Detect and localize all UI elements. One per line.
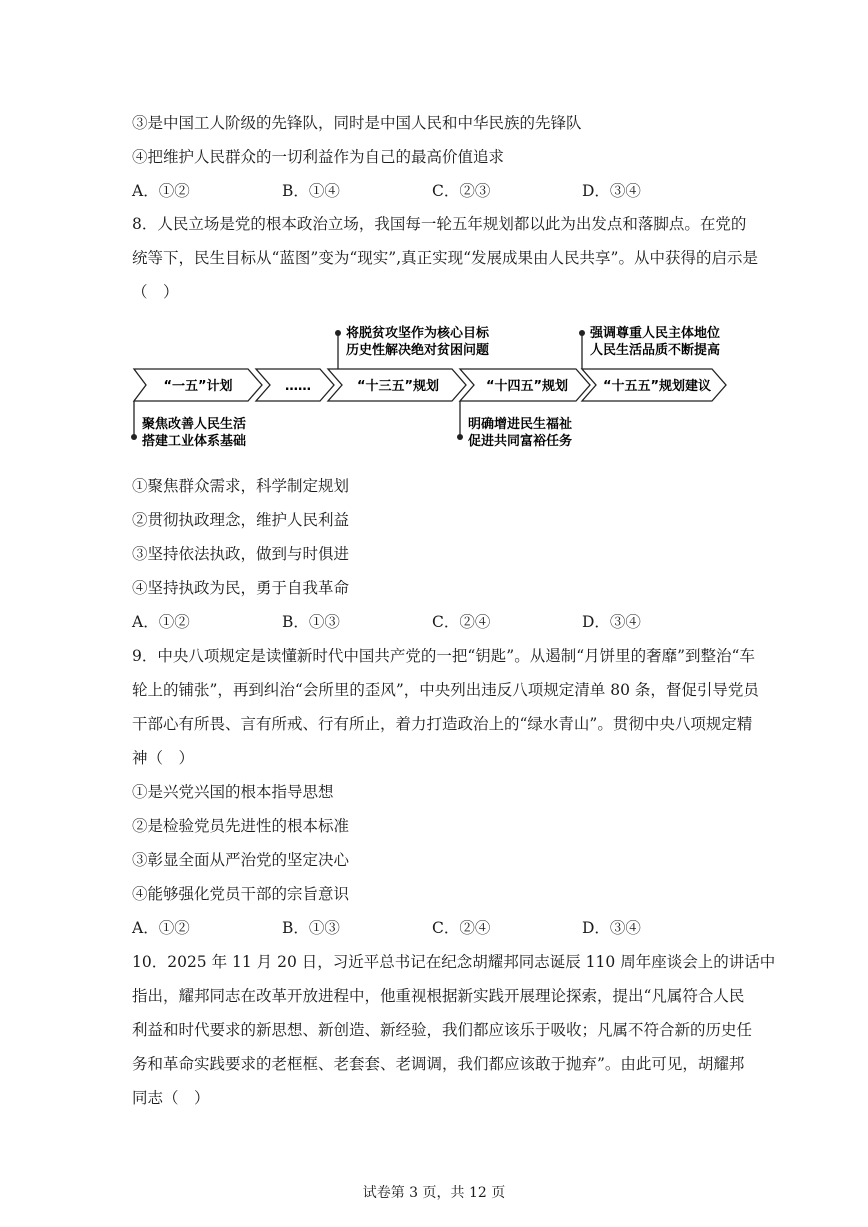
q10-stem-line-4: 务和革命实践要求的老框框、老套套、老调调，我们都应该敢于抛弃”。由此可见，胡耀邦 (132, 1055, 745, 1073)
q9-stem-line-4: 神（ ） (132, 749, 195, 767)
timeline-note-15th (579, 325, 720, 369)
bullet-dot-icon (579, 330, 585, 336)
note-15th-line-1: 强调尊重人民主体地位 (590, 326, 721, 341)
q9-stem-line-2: 轮上的铺张”，再到纠治“会所里的歪风”，中央列出违反八项规定清单 80 条，督促引导党员 (132, 681, 759, 699)
timeline-stage-5-label: “十五五”规划建议 (602, 379, 712, 394)
note-1st-line-2: 搭建工业体系基础 (142, 434, 247, 449)
q9-option-c[interactable]: C．②④ (432, 919, 491, 937)
timeline-stage-2 (256, 369, 334, 401)
timeline-stage-2-label: …… (285, 379, 311, 394)
q8-option-a[interactable]: A．①② (132, 613, 190, 631)
timeline-stage-5 (582, 369, 726, 401)
q10-stem-line-3: 利益和时代要求的新思想、新创造、新经验，我们都应该乐于吸收；凡属不符合新的历史任 (132, 1021, 753, 1039)
q9-item-1: ①是兴党兴国的根本指导思想 (132, 783, 334, 801)
q7-options (132, 181, 732, 201)
timeline-note-13th (335, 325, 490, 369)
q8-item-4: ④坚持执政为民，勇于自我革命 (132, 579, 350, 597)
q9-option-b[interactable]: B．①③ (282, 919, 340, 937)
q8-item-1: ①聚焦群众需求，科学制定规划 (132, 477, 350, 495)
timeline-stage-4-label: “十四五”规划 (485, 379, 569, 394)
q7-item-3: ③是中国工人阶级的先锋队，同时是中国人民和中华民族的先锋队 (132, 114, 582, 132)
note-14th-line-1: 明确增进民生福祉 (468, 417, 573, 432)
timeline-stage-1-label: “一五”计划 (163, 379, 233, 394)
q8-stem-line-3: （ ） (132, 283, 179, 301)
q10-stem-line-2: 指出，耀邦同志在改革开放进程中，他重视根据新实践开展理论探索，提出“凡属符合人民 (132, 987, 745, 1005)
q10-stem-line-1: 10．2025 年 11 月 20 日，习近平总书记在纪念胡耀邦同志诞辰 110 周年座谈会上的讲话中 (132, 953, 776, 971)
q7-option-c[interactable]: C．②③ (432, 182, 491, 200)
q8-timeline-diagram (0, 315, 868, 465)
note-13th-line-2: 历史性解决绝对贫困问题 (346, 343, 490, 358)
q8-option-b[interactable]: B．①③ (282, 613, 340, 631)
q7-option-a[interactable]: A．①② (132, 182, 190, 200)
note-13th-line-1: 将脱贫攻坚作为核心目标 (346, 326, 490, 341)
timeline-stage-4 (460, 369, 590, 401)
q9-item-2: ②是检验党员先进性的根本标准 (132, 817, 350, 835)
q9-item-3: ③彰显全面从严治党的坚定决心 (132, 851, 350, 869)
q8-stem-line-1: 8．人民立场是党的根本政治立场，我国每一轮五年规划都以此为出发点和落脚点。在党的 (132, 215, 747, 233)
q9-option-d[interactable]: D．③④ (582, 919, 641, 937)
bullet-dot-icon (335, 330, 341, 336)
q8-options (132, 612, 732, 632)
q8-item-3: ③坚持依法执政，做到与时俱进 (132, 545, 350, 563)
timeline-stage-1 (134, 369, 262, 401)
bullet-dot-icon (131, 434, 137, 440)
bullet-dot-icon (457, 434, 463, 440)
q7-item-4: ④把维护人民群众的一切利益作为自己的最高价值追求 (132, 148, 505, 166)
q10-stem-line-5: 同志（ ） (132, 1089, 210, 1107)
q7-option-d[interactable]: D．③④ (582, 182, 641, 200)
note-14th-line-2: 促进共同富裕任务 (468, 434, 573, 449)
page-footer: 试卷第 3 页，共 12 页 (362, 1185, 506, 1201)
q9-options (132, 918, 732, 938)
q8-item-2: ②贯彻执政理念，维护人民利益 (132, 511, 350, 529)
timeline-note-1st (131, 401, 246, 449)
q9-stem-line-3: 干部心有所畏、言有所戒、行有所止，着力打造政治上的“绿水青山”。贯彻中央八项规定精 (132, 715, 753, 733)
timeline-stage-3 (328, 369, 466, 401)
q9-stem-line-1: 9．中央八项规定是读懂新时代中国共产党的一把“钥匙”。从遏制“月饼里的奢靡”到整治“车 (132, 647, 755, 665)
q8-option-d[interactable]: D．③④ (582, 613, 641, 631)
timeline-stage-3-label: “十三五”规划 (356, 379, 440, 394)
note-1st-line-1: 聚焦改善人民生活 (142, 417, 247, 432)
q8-option-c[interactable]: C．②④ (432, 613, 491, 631)
q7-option-b[interactable]: B．①④ (282, 182, 340, 200)
q8-stem-line-2: 统等下，民生目标从“蓝图”变为“现实”,真正实现“发展成果由人民共享”。从中获得的启示是 (132, 249, 758, 267)
q9-item-4: ④能够强化党员干部的宗旨意识 (132, 885, 350, 903)
note-15th-line-2: 人民生活品质不断提高 (590, 343, 721, 358)
q9-option-a[interactable]: A．①② (132, 919, 190, 937)
timeline-note-14th (457, 401, 572, 449)
